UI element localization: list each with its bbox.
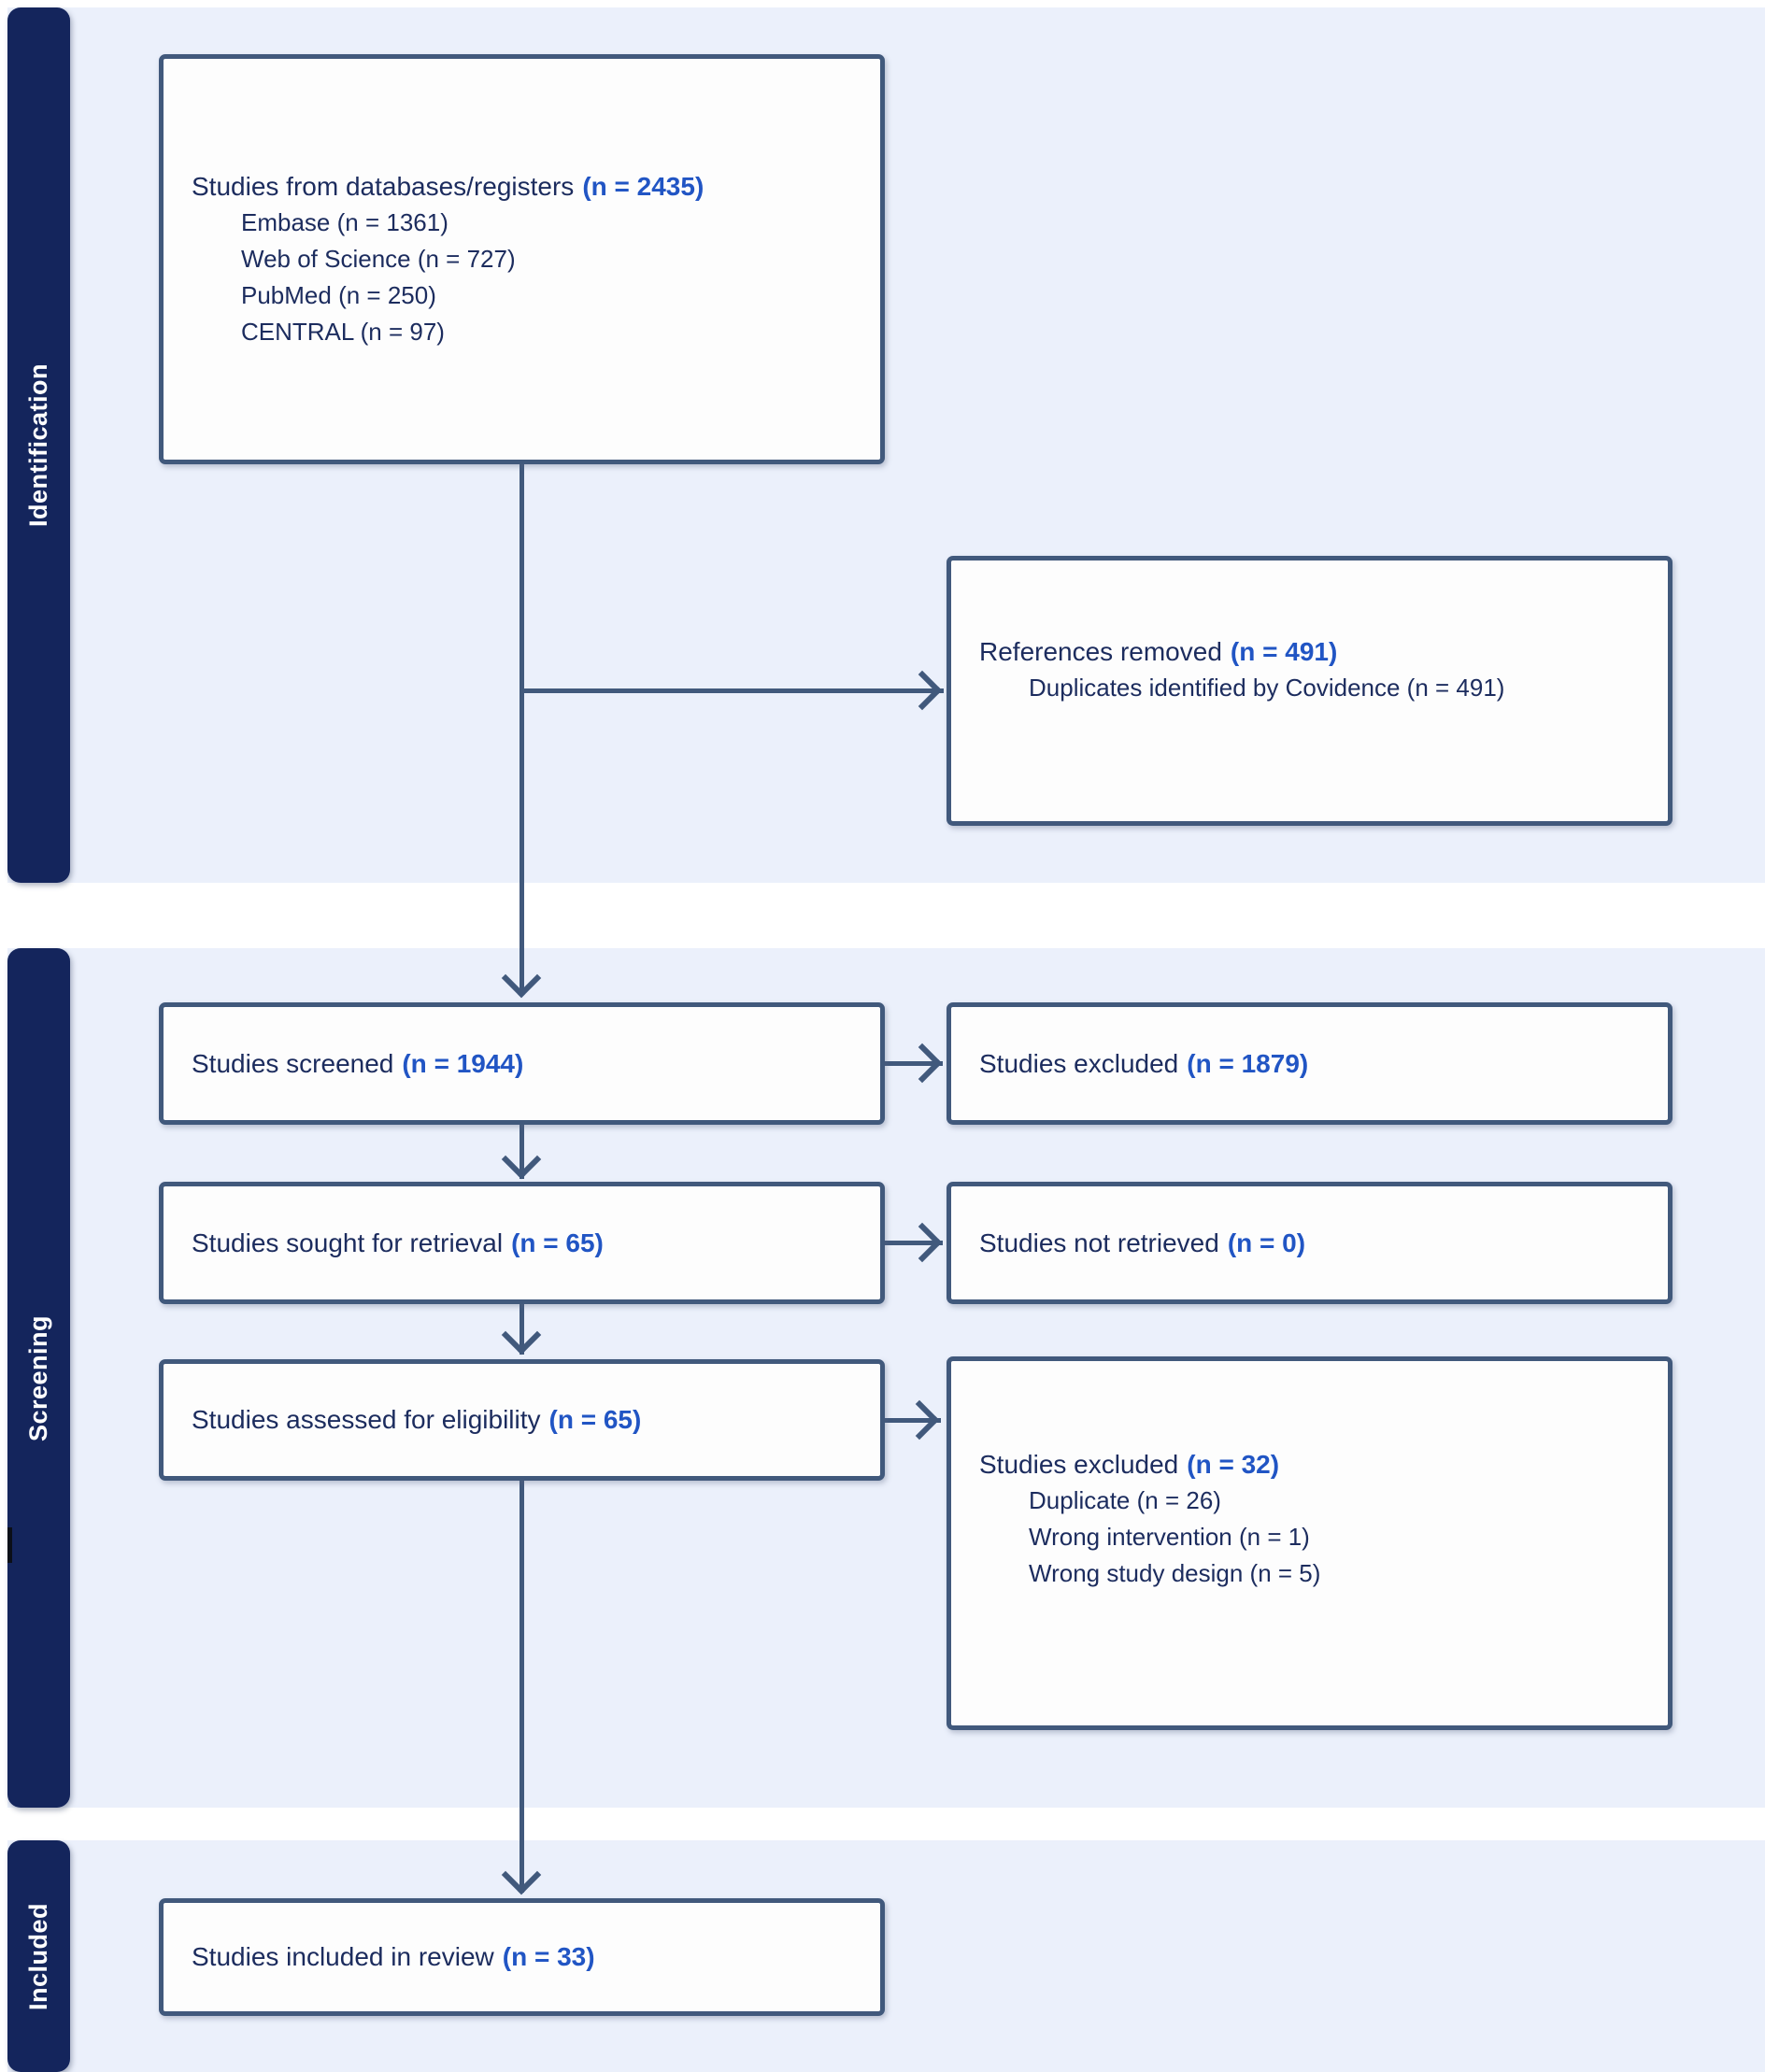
box-studies-from-databases: [159, 54, 885, 464]
excluded-assessed-item-wrong-intervention: Wrong intervention (n = 1): [1029, 1523, 1310, 1551]
stage-label-screening: Screening: [24, 1314, 53, 1441]
sought-title-line: [192, 1226, 867, 1261]
arrow-assessed-to-included-shaft: [520, 1481, 524, 1893]
box-studies-excluded-screened: [947, 1002, 1672, 1125]
box-studies-screened: [159, 1002, 885, 1125]
references-removed-item-duplicates: Duplicates identified by Covidence (n = 491): [1029, 674, 1505, 702]
assessed-title-line: [192, 1402, 867, 1438]
databases-item-web-of-science: Web of Science (n = 727): [241, 244, 516, 273]
databases-item-embase: Embase (n = 1361): [241, 207, 448, 236]
excluded-assessed-title-line: [979, 1447, 1655, 1483]
screened-title-line: [192, 1046, 867, 1082]
databases-count: (n = 2435): [582, 171, 705, 201]
stage-bar-identification: [7, 7, 70, 883]
excluded-assessed-title: Studies excluded: [979, 1450, 1179, 1479]
references-removed-title-line: [979, 634, 1655, 670]
excluded-assessed-item-duplicate: Duplicate (n = 26): [1029, 1486, 1221, 1514]
box-references-removed: [947, 556, 1672, 826]
screened-title: Studies screened: [192, 1048, 394, 1078]
databases-title-line: [192, 169, 867, 205]
not-retrieved-count: (n = 0): [1227, 1228, 1306, 1257]
box-studies-sought: [159, 1182, 885, 1304]
stage-bar-included: [7, 1840, 70, 2072]
excluded-screened-title: Studies excluded: [979, 1048, 1179, 1078]
stage-label-included: Included: [24, 1902, 53, 2010]
references-removed-count: (n = 491): [1230, 637, 1338, 666]
included-title-line: [192, 1939, 867, 1975]
box-studies-included: [159, 1898, 885, 2016]
screened-count: (n = 1944): [402, 1048, 524, 1078]
box-studies-not-retrieved: [947, 1182, 1672, 1304]
excluded-assessed-count: (n = 32): [1187, 1450, 1280, 1479]
not-retrieved-title-line: [979, 1226, 1655, 1261]
references-removed-title: References removed: [979, 637, 1222, 666]
sought-count: (n = 65): [511, 1228, 604, 1257]
stage-bar-screening: [7, 948, 70, 1808]
excluded-screened-title-line: [979, 1046, 1655, 1082]
databases-title: Studies from databases/registers: [192, 171, 575, 201]
databases-item-central: CENTRAL (n = 97): [241, 317, 445, 346]
arrow-databases-to-screened-shaft: [520, 464, 524, 993]
box-studies-assessed: [159, 1359, 885, 1481]
databases-item-pubmed: PubMed (n = 250): [241, 280, 436, 309]
arrow-branch-to-references-removed-shaft: [521, 688, 944, 693]
excluded-screened-count: (n = 1879): [1187, 1048, 1309, 1078]
tick-mark: [7, 1527, 12, 1563]
excluded-assessed-item-wrong-study-design: Wrong study design (n = 5): [1029, 1559, 1321, 1587]
included-title: Studies included in review: [192, 1942, 494, 1971]
not-retrieved-title: Studies not retrieved: [979, 1228, 1219, 1257]
box-studies-excluded-assessed: [947, 1356, 1672, 1730]
assessed-count: (n = 65): [548, 1405, 642, 1434]
sought-title: Studies sought for retrieval: [192, 1228, 504, 1257]
stage-label-identification: Identification: [24, 363, 52, 527]
assessed-title: Studies assessed for eligibility: [192, 1405, 541, 1434]
included-count: (n = 33): [502, 1942, 595, 1971]
